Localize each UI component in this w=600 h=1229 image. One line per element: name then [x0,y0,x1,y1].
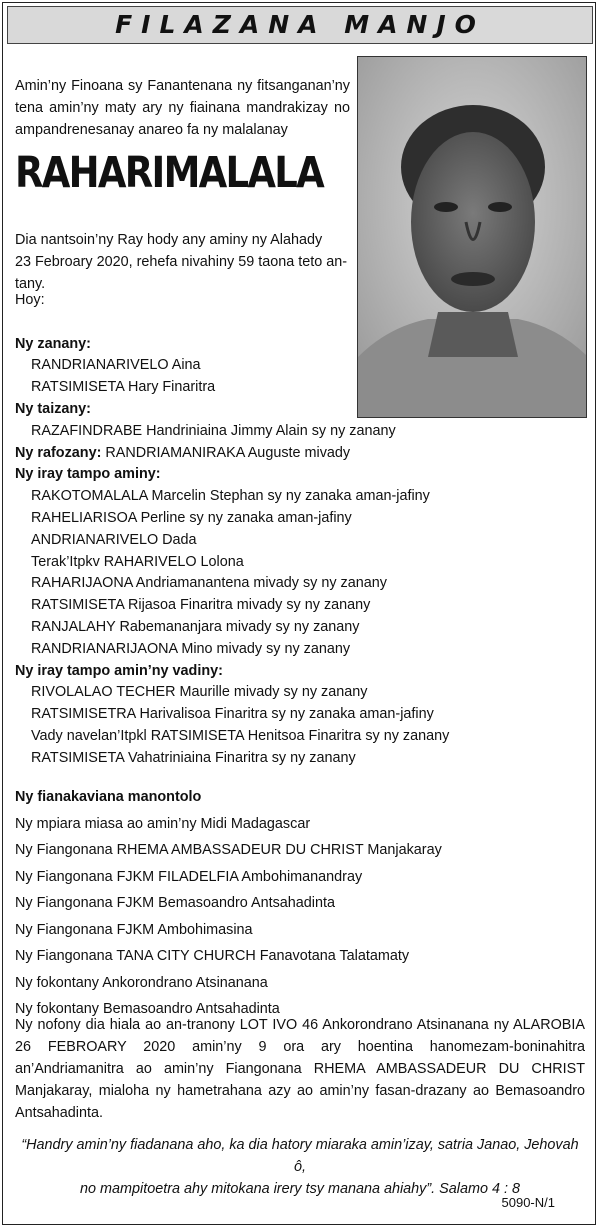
thanks-item: Ny Fiangonana TANA CITY CHURCH Fanavotana Talatamaty [15,948,410,964]
intro-text: Amin’ny Finoana sy Fanantenana ny fitsanganan’ny tena amin’ny maty ary ny fiainana mandrakizay no ampandrenesanay anareo fa ny malalanay [15,78,350,138]
family-member: RATSIMISETRA Harivalisoa Finaritra sy ny zanaka aman-jafiny [31,706,434,723]
section-heading: Ny iray tampo aminy: [15,466,161,483]
thanks-item: Ny Fiangonana RHEMA AMBASSADEUR DU CHRIST Manjakaray [15,842,442,858]
family-member: RIVOLALAO TECHER Maurille mivady sy ny zanany [31,684,368,701]
notice-title: FILAZANA MANJO [7,6,593,44]
family-member: RANDRIANARIJAONA Mino mivady sy ny zanany [31,640,351,657]
section-heading: Ny rafozany: [15,444,102,461]
family-member: RAKOTOMALALA Marcelin Stephan sy ny zanaka aman-jafiny [31,488,430,505]
deceased-name: RAHARIMALALA [15,148,324,198]
section-heading: Ny taizany: [15,400,91,417]
family-member: RAHARIJAONA Andriamanantena mivady sy ny zanany [31,575,387,592]
section-inline [15,443,585,465]
family-member: RANDRIANARIVELO Aina [31,357,201,374]
family-member: RAZAFINDRABE Handriniaina Jimmy Alain sy ny zanany [31,422,396,439]
hoy-label: Hoy: [15,292,45,308]
section-heading: Ny iray tampo amin’ny vadiny: [15,662,223,679]
family-member: RATSIMISETA Hary Finaritra [31,379,216,396]
family-member: Vady navelan’Itpkl RATSIMISETA Henitsoa Finaritra sy ny zanany [31,727,450,744]
verse-line: no mampitoetra ahy mitokana irery tsy manana ahiahy”. Salamo 4 : 8 [80,1181,520,1197]
thanks-item: Ny fokontany Ankorondrano Atsinanana [15,974,268,991]
verse-line: “Handry amin’ny fiadanana aho, ka dia hatory miaraka amin’izay, satria Janao, Jehovah ô, [21,1137,579,1175]
family-member: RANDRIAMANIRAKA Auguste mivady [105,444,351,461]
thanks-heading: Ny fianakaviana manontolo [15,789,202,805]
thanks-item: Ny Fiangonana FJKM FILADELFIA Ambohimanandray [15,868,363,885]
section-heading: Ny zanany: [15,335,91,352]
reference-number: 5090-N/1 [501,1195,555,1210]
family-member: RANJALAHY Rabemananjara mivady sy ny zanany [31,618,360,635]
funeral-details: Ny nofony dia hiala ao an-tranony LOT IVO 46 Ankorondrano Atsinanana ny ALAROBIA 26 FEBROARY 2020 amin’ny 9 ora ary hoentina hanomezam-boninahitra an’Andriamanitra ao amin’ny Fiangonana RHEMA AMBASSADEUR DU CHRIST Manjakaray, mialoha ny hametrahana azy ao amin’ny fasan-drazany ao Bemasoandro Antsahadinta. [15,1017,585,1121]
family-member: Terak’Itpkv RAHARIVELO Lolona [31,553,244,570]
thanks-item: Ny Fiangonana FJKM Bemasoandro Antsahadinta [15,895,335,911]
thanks-item: Ny fokontany Bemasoandro Antsahadinta [15,1001,280,1017]
bible-verse [15,1134,585,1200]
death-line: 23 Febroary 2020, rehefa nivahiny 59 taona teto an-tany. [15,254,348,292]
death-line: Dia nantsoin’ny Ray hody any aminy ny Alahady [15,232,323,248]
thanks-item: Ny mpiara miasa ao amin’ny Midi Madagascar [15,815,311,832]
thanks-list [15,784,585,1023]
family-member: RATSIMISETA Rijasoa Finaritra mivady sy ny zanany [31,597,371,614]
family-list [15,290,585,770]
thanks-item: Ny Fiangonana FJKM Ambohimasina [15,921,253,938]
family-member: RATSIMISETA Vahatriniaina Finaritra sy ny zanany [31,749,356,766]
death-notice [15,229,365,295]
family-member: RAHELIARISOA Perline sy ny zanaka aman-jafiny [31,509,352,526]
family-member: ANDRIANARIVELO Dada [31,531,197,548]
